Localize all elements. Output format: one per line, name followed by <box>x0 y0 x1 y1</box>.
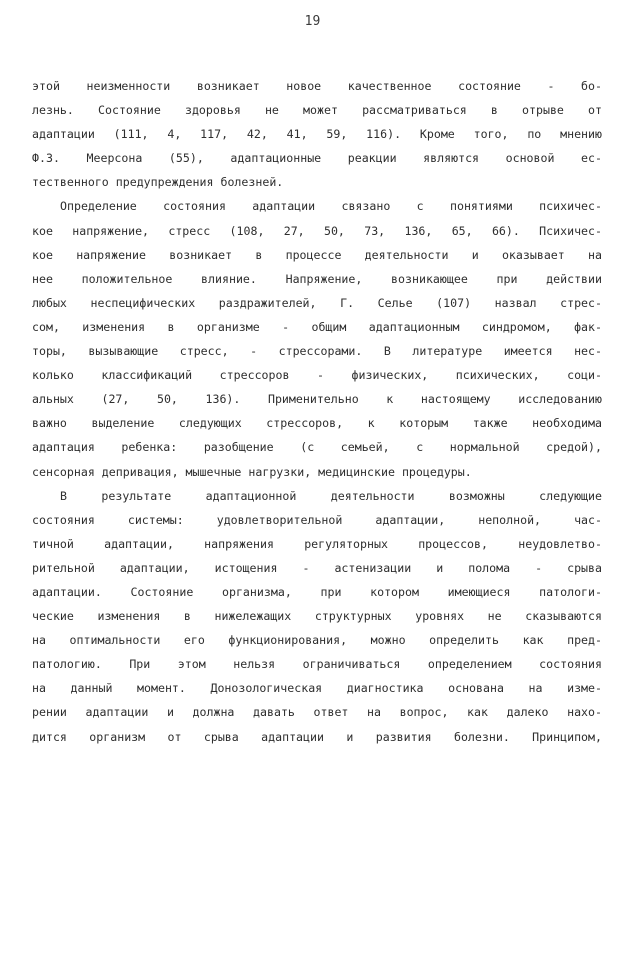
text-line: сенсорная депривация, мышечные нагрузки, медицинские процедуры. <box>32 464 472 479</box>
text-line: Определение состояния адаптации связано с понятиями психичес- <box>60 199 602 214</box>
text-line: сом, изменения в организме - общим адаптационным синдромом, фак- <box>32 319 602 334</box>
text-line: дится организм от срыва адаптации и развития болезни. Принципом, <box>32 729 602 744</box>
text-line: тичной адаптации, напряжения регуляторных процессов, неудовлетво- <box>32 536 602 551</box>
text-line: кое напряжение, стресс (108, 27, 50, 73, 136, 65, 66). Психичес- <box>32 223 602 238</box>
text-line: лезнь. Состояние здоровья не может рассматриваться в отрыве от <box>32 103 602 118</box>
text-line: ческие изменения в нижележащих структурных уровнях не сказываются <box>32 609 602 624</box>
text-line: адаптации. Состояние организма, при котором имеющиеся патологи- <box>32 584 602 599</box>
text-line: на данный момент. Донозологическая диагностика основана на изме- <box>32 681 602 696</box>
page-number: 19 <box>304 14 321 29</box>
text-line: нее положительное влияние. Напряжение, возникающее при действии <box>32 271 602 286</box>
text-line: важно выделение следующих стрессоров, к которым также необходима <box>32 416 602 431</box>
text-line: патологию. При этом нельзя ограничиваться определением состояния <box>32 657 602 672</box>
text-line: адаптации (111, 4, 117, 42, 41, 59, 116). Кроме того, по мнению <box>32 127 602 142</box>
text-line: этой неизменности возникает новое качественное состояние - бо- <box>32 79 602 93</box>
text-line: рении адаптации и должна давать ответ на вопрос, как далеко нахо- <box>32 705 602 720</box>
text-line: на оптимальности его функционирования, можно определить как пред- <box>32 633 602 648</box>
text-line: любых неспецифических раздражителей, Г. Селье (107) назвал стрес- <box>32 295 602 310</box>
text-line: состояния системы: удовлетворительной адаптации, неполной, час- <box>32 512 602 527</box>
text-line: колько классификаций стрессоров - физических, психических, соци- <box>32 368 602 383</box>
body-text <box>32 74 602 749</box>
text-line: альных (27, 50, 136). Применительно к настоящему исследованию <box>32 392 602 407</box>
text-line: торы, вызывающие стресс, - стрессорами. В литературе имеется нес- <box>32 344 602 359</box>
text-line: Ф.З. Меерсона (55), адаптационные реакции являются основой ес- <box>32 151 602 166</box>
text-line: рительной адаптации, истощения - астенизации и полома - срыва <box>32 560 602 575</box>
text-line: кое напряжение возникает в процессе деятельности и оказывает на <box>32 247 602 262</box>
text-line: В результате адаптационной деятельности возможны следующие <box>60 488 602 503</box>
text-line: адаптация ребенка: разобщение (с семьей, с нормальной средой), <box>32 440 602 455</box>
text-line: тественного предупреждения болезней. <box>32 175 284 190</box>
